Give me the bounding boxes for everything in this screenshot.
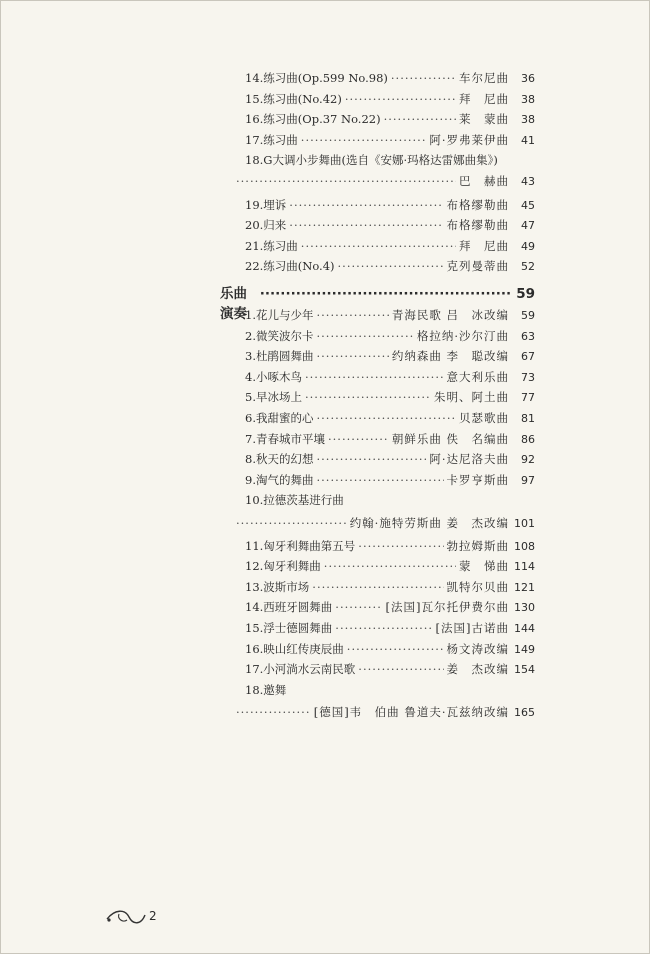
toc-entry: [245, 258, 535, 278]
entry-page-number: 45: [521, 198, 535, 212]
toc-entry: [245, 431, 535, 451]
entry-author: 阿·达尼洛夫曲: [429, 452, 509, 467]
dot-leader: [236, 705, 311, 719]
entry-page-number: 86: [521, 432, 535, 446]
dot-leader: [305, 370, 444, 384]
entry-page-number: 108: [514, 539, 535, 553]
toc-entry: [245, 599, 535, 619]
dot-leader: [335, 600, 382, 614]
toc-entry: [245, 472, 535, 492]
entry-title: 18.邀舞: [245, 682, 287, 697]
entry-title: 4.小啄木鸟: [245, 369, 302, 384]
section-page-number: 59: [516, 286, 535, 302]
entry-author: 阿·罗弗莱伊曲: [429, 132, 509, 147]
toc-entry: [245, 348, 535, 368]
dot-leader: [305, 390, 431, 404]
entry-title: 14.练习曲(Op.599 No.98): [245, 71, 388, 85]
entry-title: 7.青春城市平壤: [245, 431, 325, 446]
entry-author: 车尔尼曲: [459, 71, 509, 85]
entry-author: 莱 蒙曲: [459, 112, 509, 127]
dot-leader: [384, 112, 456, 126]
toc-entry: [245, 451, 535, 471]
entry-title: 8.秋天的幻想: [245, 452, 314, 467]
toc-entry: [245, 620, 535, 640]
entry-page-number: 154: [514, 663, 535, 677]
entry-author: 意大利乐曲: [446, 369, 509, 384]
entry-title: 16.映山红传庚辰曲: [245, 641, 344, 656]
swirl-ornament-icon: [105, 905, 147, 927]
entry-title: 15.浮士德圆舞曲: [245, 621, 333, 635]
entry-page-number: 67: [521, 350, 535, 364]
toc-entry: [245, 369, 535, 389]
entry-author: 约翰·施特劳斯曲 姜 杰改编: [349, 516, 509, 530]
toc-entry: [245, 579, 535, 599]
entry-page-number: 121: [514, 580, 535, 594]
entry-page-number: 43: [521, 175, 535, 188]
dot-leader: [236, 516, 347, 530]
entry-page-number: 38: [521, 92, 535, 106]
toc-entry: [245, 307, 535, 327]
entry-title: 17.小河淌水云南民歌: [245, 662, 356, 677]
toc-entry: [245, 111, 535, 131]
dot-leader: [316, 329, 413, 343]
entry-page-number: 130: [514, 601, 535, 615]
entry-title: 17.练习曲: [245, 132, 298, 147]
entry-title: 6.我甜蜜的心: [245, 411, 314, 425]
dot-leader: [358, 539, 443, 553]
entry-page-number: 97: [521, 473, 535, 487]
entry-title: 12.匈牙利舞曲: [245, 559, 321, 574]
entry-title: 1.花儿与少年: [245, 308, 314, 322]
entry-page-number: 149: [514, 642, 535, 656]
entry-title: 22.练习曲(No.4): [245, 259, 335, 274]
toc-entry: [245, 70, 535, 90]
toc-entry: [245, 389, 535, 409]
toc-entry-continuation: [233, 704, 535, 724]
entry-page-number: 73: [521, 370, 535, 384]
entry-author: 勃拉姆斯曲: [446, 538, 509, 553]
dot-leader: [312, 580, 443, 594]
toc-entry: [245, 661, 535, 681]
dot-leader: [289, 198, 443, 212]
toc-entry: [245, 217, 535, 237]
dot-leader: [316, 411, 456, 425]
entry-author: [法国]瓦尔托伊费尔曲: [385, 600, 509, 615]
toc-entry: [245, 558, 535, 578]
dot-leader: [335, 621, 432, 635]
entry-page-number: 59: [521, 309, 535, 322]
dot-leader: [358, 662, 443, 676]
entry-author: 布格缪勒曲: [446, 197, 509, 212]
entry-page-number: 49: [521, 239, 535, 253]
entry-title: 19.埋诉: [245, 197, 287, 212]
entry-author: 朝鲜乐曲 佚 名编曲: [391, 431, 509, 446]
toc-entry: [245, 197, 535, 217]
entry-author: 姜 杰改编: [446, 662, 509, 677]
page-number: 2: [149, 909, 157, 923]
entry-title: 14.西班牙圆舞曲: [245, 600, 333, 615]
entry-page-number: 52: [521, 260, 535, 274]
page-footer: [105, 905, 157, 927]
toc-entry: [245, 238, 535, 258]
dot-leader: [316, 452, 426, 466]
dot-leader: [316, 473, 443, 487]
entry-author: 格拉纳·沙尔汀曲: [416, 328, 509, 343]
entry-author: 克列曼蒂曲: [446, 259, 509, 274]
entry-title: 16.练习曲(Op.37 No.22): [245, 112, 381, 127]
toc-entry: [245, 328, 535, 348]
entry-title: 2.微笑波尔卡: [245, 328, 314, 343]
entry-page-number: 114: [514, 560, 535, 574]
section-title: 乐曲演奏: [220, 286, 247, 322]
dot-leader: [289, 218, 443, 232]
entry-author: 凯特尔贝曲: [446, 579, 509, 594]
entry-author: 巴 赫曲: [459, 174, 509, 188]
entry-title: 13.波斯市场: [245, 579, 310, 594]
entry-page-number: 41: [521, 133, 535, 147]
entry-author: 青海民歌 吕 冰改编: [391, 308, 509, 322]
entry-title: 3.杜鹃圆舞曲: [245, 349, 314, 364]
entry-author: [法国]古诺曲: [435, 621, 509, 635]
entry-page-number: 81: [521, 412, 535, 425]
entry-title: 21.练习曲: [245, 238, 298, 253]
entry-page-number: 47: [521, 219, 535, 233]
dot-leader: [328, 432, 389, 446]
toc-entry-continuation: [233, 173, 535, 193]
entry-title: 5.早冰场上: [245, 390, 302, 405]
entry-page-number: 144: [514, 622, 535, 635]
entry-author: 朱明、阿土曲: [434, 390, 509, 405]
dot-leader: [316, 308, 388, 322]
entry-page-number: 63: [521, 329, 535, 343]
entry-author: 拜 尼曲: [459, 91, 509, 106]
toc-entry: [245, 132, 535, 152]
entry-author: 拜 尼曲: [459, 238, 509, 253]
dot-leader: [301, 239, 456, 253]
entry-author: [德国]韦 伯曲 鲁道夫·瓦兹纳改编: [313, 705, 509, 720]
entry-page-number: 77: [521, 391, 535, 405]
dot-leader: [347, 642, 444, 656]
toc-entry: [245, 641, 535, 661]
toc-entry-title-line: [245, 492, 535, 512]
entry-page-number: 101: [514, 517, 535, 530]
dot-leader: [301, 133, 427, 147]
entry-author: 布格缪勒曲: [446, 218, 509, 233]
dot-leader: [345, 92, 456, 106]
toc-entry-continuation: [233, 515, 535, 535]
toc-entry: [245, 410, 535, 430]
dot-leader: [391, 71, 456, 85]
entry-title: 11.匈牙利舞曲第五号: [245, 538, 356, 553]
entry-title: 20.归来: [245, 218, 287, 233]
entry-author: 卡罗亨斯曲: [446, 472, 509, 487]
entry-title: 10.拉德茨基进行曲: [245, 493, 344, 508]
dot-leader: [260, 286, 510, 302]
entry-page-number: 38: [521, 113, 535, 127]
entry-title: 15.练习曲(No.42): [245, 91, 342, 106]
dot-leader: [338, 259, 444, 273]
dot-leader: [324, 559, 456, 573]
entry-title: 18.G大调小步舞曲(选自《安娜·玛格达雷娜曲集》): [245, 153, 498, 168]
dot-leader: [236, 174, 456, 188]
toc-entry: [245, 538, 535, 558]
entry-author: 约纳森曲 李 聪改编: [391, 349, 509, 364]
entry-page-number: 165: [514, 706, 535, 720]
entry-page-number: 92: [521, 453, 535, 467]
toc-entry-title-line: [245, 152, 535, 172]
entry-author: 贝瑟歌曲: [459, 411, 509, 425]
entry-author: 蒙 悌曲: [459, 559, 509, 574]
entry-title: 9.淘气的舞曲: [245, 472, 314, 487]
toc-entry: [245, 91, 535, 111]
dot-leader: [316, 349, 388, 363]
entry-author: 杨文涛改编: [446, 641, 509, 656]
toc-entry-title-line: [245, 682, 535, 702]
entry-page-number: 36: [521, 72, 535, 85]
